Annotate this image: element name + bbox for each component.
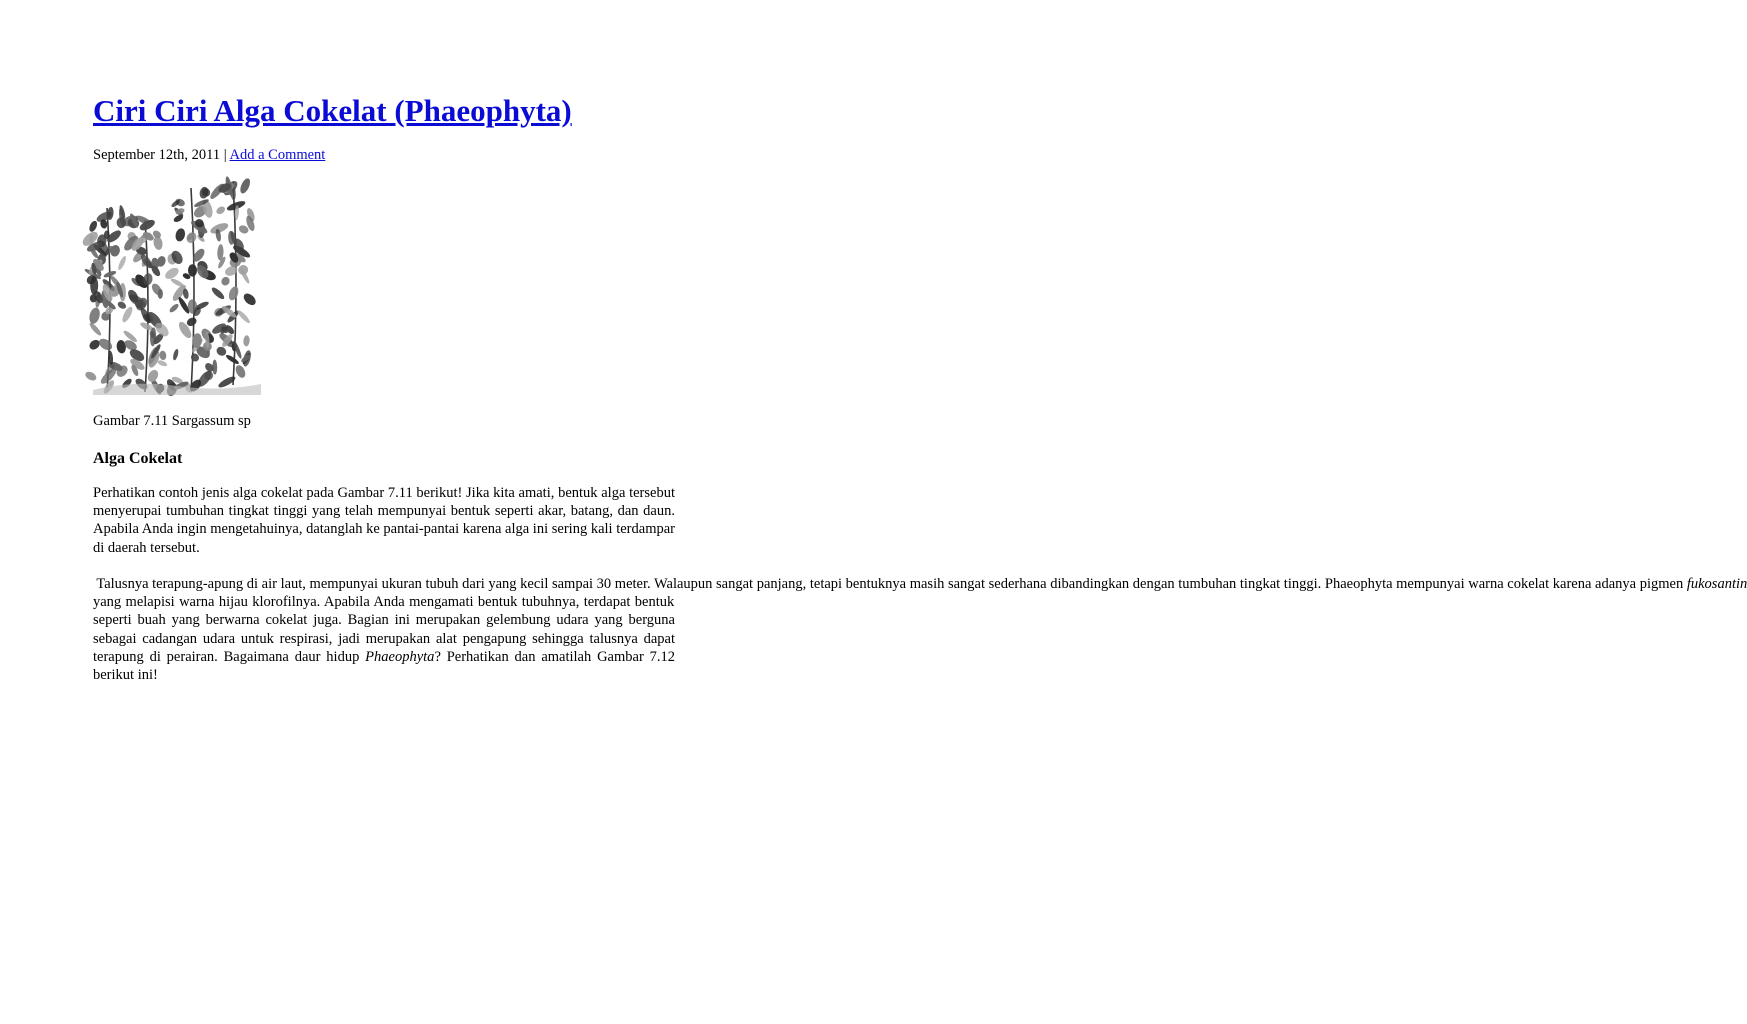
paragraph-description-part2: yang melapisi warna hijau klorofilnya. Apabila Anda mengamati bentuk tubuhnya, terdapat bentuk seperti buah yang berwarna cokelat juga. Bagian ini merupakan gelembung udara yang berguna sebagai cadangan udara untuk respirasi, jadi merupakan alat pengapung sehingga talusnya dapat terapung di perairan. Bagaimana daur hidup: [93, 594, 675, 665]
term-fukosantin: fukosantin: [1686, 576, 1747, 592]
sargassum-illustration: [93, 180, 261, 395]
paragraph-description: [93, 575, 1747, 684]
paragraph-description-part3: ? Perhatikan dan amatilah Gambar 7.12 berikut ini!: [93, 648, 675, 684]
section-heading: Alga Cokelat: [93, 450, 183, 467]
figure-caption: Gambar 7.11 Sargassum sp: [93, 413, 251, 429]
paragraph-description-part1: Talusnya terapung-apung di air laut, mempunyai ukuran tubuh dari yang kecil sampai 30 meter. Walaupun sangat panjang, tetapi bentuknya masih sangat sederhana dibandingkan dengan tumbuhan tingkat tinggi. Phaeophyta mempunyai warna cokelat karena adanya pigmen: [93, 576, 1687, 592]
paragraph-intro: Perhatikan contoh jenis alga cokelat pada Gambar 7.11 berikut! Jika kita amati, bentuk alga tersebut menyerupai tumbuhan tingkat tinggi yang telah mempunyai bentuk seperti akar, batang, dan daun. Apabila Anda ingin mengetahuinya, datanglah ke pantai-pantai karena alga ini sering kali terdampar di daerah tersebut.: [93, 485, 675, 556]
sargassum-image: [93, 180, 261, 395]
term-phaeophyta: Phaeophyta: [365, 648, 435, 665]
post-meta: [93, 146, 325, 164]
add-comment-link[interactable]: Add a Comment: [229, 147, 326, 163]
article-title-link[interactable]: Ciri Ciri Alga Cokelat (Phaeophyta): [93, 93, 572, 128]
post-date: September 12th, 2011 |: [93, 147, 230, 163]
article-title: [93, 92, 572, 130]
